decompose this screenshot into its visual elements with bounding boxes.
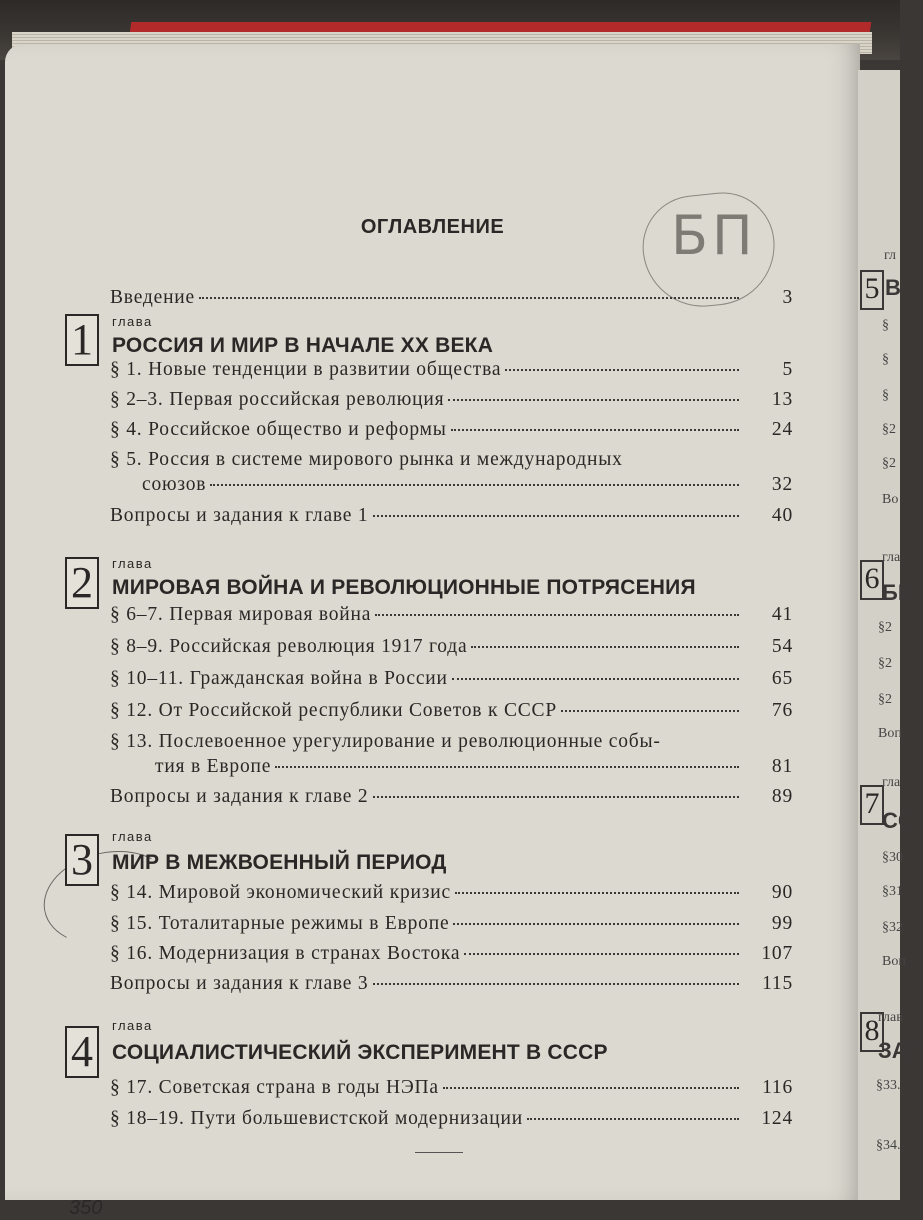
page-number: 350	[69, 1197, 103, 1219]
leader-dots	[455, 892, 739, 894]
entry-label: § 6–7. Первая мировая война	[110, 604, 372, 625]
chapter-title[interactable]: МИР В МЕЖВОЕННЫЙ ПЕРИОД	[112, 851, 447, 874]
toc-entry[interactable]	[110, 943, 793, 965]
handwritten-initials: БП	[671, 204, 757, 267]
leader-dots	[373, 796, 740, 798]
leader-dots	[275, 766, 739, 768]
fragment: §	[882, 352, 889, 367]
chapter-title: ЗАП	[878, 1038, 923, 1063]
fragment: §2	[878, 620, 892, 635]
entry-page: 40	[771, 505, 793, 526]
fragment: §31	[882, 884, 903, 899]
entry-label: § 2–3. Первая российская революция	[110, 389, 445, 410]
entry-label: § 14. Мировой экономический кризис	[110, 882, 451, 903]
leader-dots	[373, 983, 740, 985]
fragment: Воп	[878, 726, 902, 741]
chapter-word: глава	[112, 829, 153, 844]
chapter-number-box: 2	[65, 557, 99, 609]
toc-entry[interactable]	[110, 1108, 793, 1130]
fragment: §32	[882, 920, 903, 935]
fragment: §	[882, 318, 889, 333]
leader-dots	[452, 678, 739, 680]
entry-label: союзов	[142, 474, 207, 495]
fragment: §	[882, 388, 889, 403]
entry-label: § 4. Российское общество и реформы	[110, 419, 447, 440]
leader-dots	[451, 429, 739, 431]
leader-dots	[448, 399, 739, 401]
entry-label: Вопросы и задания к главе 1	[110, 505, 369, 526]
entry-page: 115	[762, 973, 793, 994]
fragment: §34.	[876, 1138, 901, 1153]
entry-page: 65	[771, 668, 793, 689]
chapter-word: гл	[884, 248, 897, 263]
toc-entry[interactable]	[110, 882, 793, 904]
entry-page: 89	[771, 786, 793, 807]
chapter-title: СС	[882, 808, 914, 833]
toc-entry[interactable]	[110, 1077, 793, 1099]
chapter-title[interactable]: СОЦИАЛИСТИЧЕСКИЙ ЭКСПЕРИМЕНТ В СССР	[112, 1041, 608, 1064]
chapter-title: В	[885, 275, 901, 300]
toc-entry[interactable]	[110, 700, 793, 722]
chapter-word: гла	[882, 550, 901, 565]
leader-dots	[453, 923, 739, 925]
entry-label: тия в Европе	[155, 756, 272, 777]
entry-page: 76	[771, 700, 793, 721]
entry-page: 107	[761, 943, 793, 964]
page-title: ОГЛАВЛЕНИЕ	[360, 216, 505, 238]
leader-dots	[527, 1118, 739, 1120]
fragment: §2	[878, 656, 892, 671]
entry-label: § 17. Советская страна в годы НЭПа	[110, 1077, 439, 1098]
entry-page: 41	[771, 604, 793, 625]
entry-label: § 1. Новые тенденции в развитии общества	[110, 359, 502, 380]
chapter-word: гла	[882, 775, 901, 790]
adjacent-page	[858, 70, 923, 1200]
chapter-number-box: 3	[65, 834, 99, 886]
leader-dots	[199, 297, 739, 299]
entry-label: § 16. Модернизация в странах Востока	[110, 943, 461, 964]
leader-dots	[505, 369, 739, 371]
fragment: Во	[882, 492, 899, 507]
leader-dots	[471, 646, 739, 648]
chapter-title: БИ	[882, 580, 914, 605]
chapter-number-box: 1	[65, 314, 99, 366]
toc-entry-intro[interactable]	[110, 287, 793, 309]
leader-dots	[375, 614, 739, 616]
toc-entry[interactable]	[110, 359, 793, 381]
entry-label-line1[interactable]: § 13. Послевоенное урегулирование и революционные собы-	[110, 731, 661, 752]
leader-dots	[373, 515, 740, 517]
toc-entry[interactable]	[110, 419, 793, 441]
handwritten-underline	[415, 1152, 463, 1153]
toc-entry[interactable]	[110, 389, 793, 411]
leader-dots	[561, 710, 739, 712]
fragment: Воп	[882, 954, 906, 969]
toc-entry[interactable]	[110, 474, 793, 496]
entry-page: 124	[761, 1108, 793, 1129]
entry-page: 24	[771, 419, 793, 440]
entry-page: 81	[771, 756, 793, 777]
entry-page: 54	[771, 636, 793, 657]
fragment: §2	[882, 422, 896, 437]
entry-label: § 8–9. Российская революция 1917 года	[110, 636, 468, 657]
chapter-word: глав	[878, 1010, 903, 1025]
fragment: §2	[878, 692, 892, 707]
chapter-number-box: 5	[860, 270, 884, 310]
toc-entry-questions[interactable]	[110, 505, 793, 527]
toc-entry[interactable]	[110, 668, 793, 690]
entry-page: 90	[771, 882, 793, 903]
entry-label: Вопросы и задания к главе 3	[110, 973, 369, 994]
fragment: §30	[882, 850, 903, 865]
chapter-title[interactable]: МИРОВАЯ ВОЙНА И РЕВОЛЮЦИОННЫЕ ПОТРЯСЕНИЯ	[112, 576, 696, 599]
entry-label: Вопросы и задания к главе 2	[110, 786, 369, 807]
fragment: §33.	[876, 1078, 901, 1093]
entry-label: § 12. От Российской республики Советов к СССР	[110, 700, 558, 721]
toc-entry-questions[interactable]	[110, 973, 793, 995]
chapter-title[interactable]: РОССИЯ И МИР В НАЧАЛЕ XX ВЕКА	[112, 334, 494, 357]
entry-label: § 15. Тоталитарные режимы в Европе	[110, 913, 450, 934]
entry-page: 32	[771, 474, 793, 495]
toc-page	[5, 44, 860, 1219]
toc-entry[interactable]	[110, 604, 793, 626]
entry-page: 13	[771, 389, 793, 410]
chapter-word: глава	[112, 556, 153, 571]
chapter-number-box: 6	[860, 560, 884, 600]
leader-dots	[464, 953, 739, 955]
entry-label: § 10–11. Гражданская война в России	[110, 668, 448, 689]
entry-label: § 18–19. Пути большевистской модернизации	[110, 1108, 523, 1129]
chapter-word: глава	[112, 1018, 153, 1033]
chapter-number-box: 8	[860, 1012, 884, 1052]
toc-entry[interactable]	[110, 756, 793, 778]
toc-entry[interactable]	[110, 636, 793, 658]
entry-label-line1[interactable]: § 5. Россия в системе мирового рынка и международных	[110, 449, 623, 470]
leader-dots	[443, 1087, 739, 1089]
chapter-number-box: 4	[65, 1026, 99, 1078]
chapter-word: глава	[112, 314, 153, 329]
entry-label: Введение	[110, 287, 195, 308]
entry-page: 99	[771, 913, 793, 934]
leader-dots	[210, 484, 739, 486]
toc-entry[interactable]	[110, 913, 793, 935]
toc-entry-questions[interactable]	[110, 786, 793, 808]
entry-page: 116	[762, 1077, 793, 1098]
fragment: §2	[882, 456, 896, 471]
chapter-number-box: 7	[860, 785, 884, 825]
entry-page: 3	[782, 287, 793, 308]
entry-page: 5	[782, 359, 793, 380]
